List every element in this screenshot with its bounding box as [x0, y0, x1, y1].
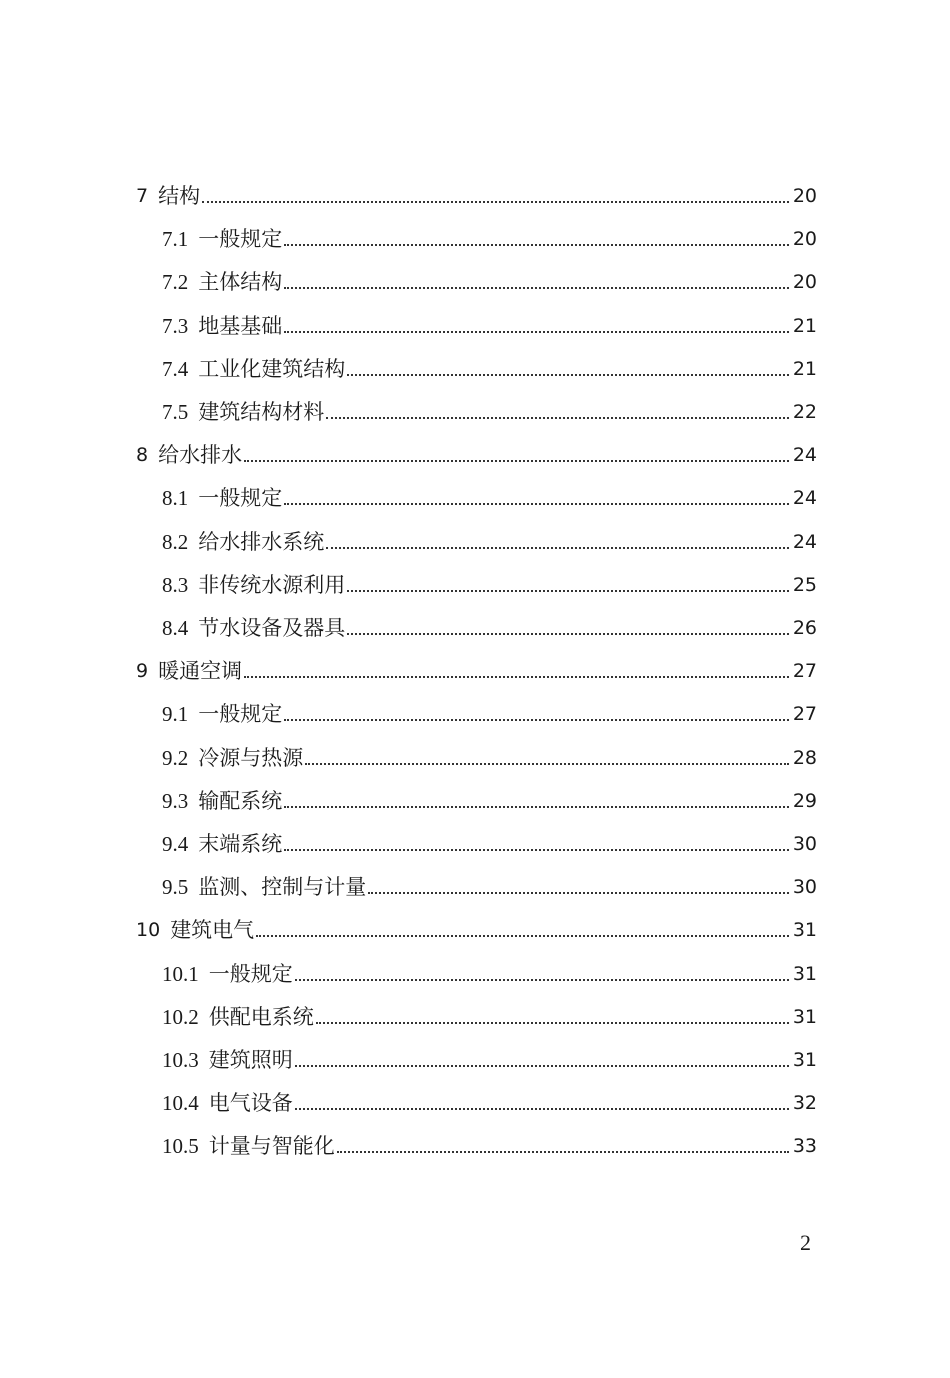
toc-entry[interactable]: [162, 1115, 817, 1158]
dot-leader: [295, 978, 789, 981]
toc-entry-number: 7.2: [162, 270, 189, 295]
toc-entry-number: 9.5: [162, 875, 189, 900]
toc-entry[interactable]: [162, 1029, 817, 1072]
toc-entry-number: 7.4: [162, 356, 189, 381]
toc-entry-title: 主体结构: [198, 270, 283, 295]
toc-entry-page: 31: [792, 1049, 817, 1071]
toc-entry-title: 一般规定: [208, 961, 293, 986]
toc-entry-number: 8.4: [162, 616, 189, 640]
toc-entry-title: 给水排水系统: [198, 529, 325, 554]
dot-leader: [337, 1150, 789, 1153]
toc-entry-number: 7.3: [162, 313, 189, 338]
dot-leader: [368, 891, 789, 894]
toc-entry-page: 24: [792, 444, 817, 467]
toc-entry-title: 末端系统: [198, 832, 283, 856]
toc-entry[interactable]: [136, 640, 817, 683]
toc-entry-page: 22: [792, 401, 817, 423]
toc-entry-page: 27: [792, 660, 817, 683]
dot-leader: [256, 934, 789, 937]
toc-entry[interactable]: [136, 165, 817, 208]
toc-entry-page: 20: [792, 228, 817, 251]
toc-entry-number: 9: [136, 660, 149, 683]
dot-leader: [347, 632, 789, 635]
dot-leader: [305, 762, 789, 765]
toc-entry-page: 20: [792, 185, 817, 207]
toc-entry-number: 10.3: [162, 1048, 199, 1072]
toc-entry[interactable]: [162, 295, 817, 338]
toc-entry-page: 30: [792, 876, 817, 899]
toc-entry-page: 21: [792, 357, 817, 380]
toc-entry-title: 供配电系统: [208, 1004, 314, 1029]
toc-entry[interactable]: [162, 1072, 817, 1115]
toc-entry-number: 9.1: [162, 702, 189, 727]
toc-entry-page: 31: [792, 919, 817, 942]
toc-entry-page: 20: [792, 271, 817, 294]
dot-leader: [295, 1107, 789, 1110]
toc-entry[interactable]: [162, 467, 817, 510]
dot-leader: [244, 675, 789, 678]
toc-entry-title: 计量与智能化: [208, 1134, 335, 1159]
toc-entry-page: 28: [792, 746, 817, 769]
toc-entry-number: 7.5: [162, 400, 189, 424]
toc-entry[interactable]: [162, 856, 817, 899]
toc-entry-number: 10.1: [162, 961, 199, 986]
toc-entry[interactable]: [162, 770, 817, 813]
toc-entry[interactable]: [136, 424, 817, 467]
toc-entry[interactable]: [162, 251, 817, 294]
toc-entry-page: 27: [792, 703, 817, 726]
toc-entry-page: 24: [792, 487, 817, 510]
dot-leader: [326, 416, 789, 419]
toc-entry-number: 9.2: [162, 745, 189, 770]
toc-entry[interactable]: [162, 943, 817, 986]
dot-leader: [284, 848, 789, 851]
toc-entry-title: 暖通空调: [158, 659, 243, 684]
toc-entry-number: 10.5: [162, 1134, 199, 1159]
toc-entry-title: 给水排水: [158, 443, 243, 468]
toc-entry-title: 一般规定: [198, 486, 283, 511]
toc-entry-page: 26: [792, 617, 817, 639]
toc-entry-title: 一般规定: [198, 702, 283, 727]
toc-entry-title: 非传统水源利用: [198, 572, 346, 597]
toc-entry[interactable]: [162, 727, 817, 770]
toc-entry-number: 10: [136, 919, 161, 942]
toc-entry-page: 29: [792, 789, 817, 812]
toc-entry[interactable]: [162, 554, 817, 597]
toc-entry[interactable]: [162, 511, 817, 554]
toc-entry-title: 监测、控制与计量: [198, 875, 367, 900]
toc-entry-title: 地基基础: [198, 313, 283, 338]
toc-entry-page: 25: [792, 573, 817, 596]
toc-entry-page: 32: [792, 1092, 817, 1115]
toc-entry-page: 24: [792, 530, 817, 553]
toc-entry-number: 8.2: [162, 529, 189, 554]
toc-entry-title: 电气设备: [208, 1091, 293, 1116]
dot-leader: [284, 805, 789, 808]
toc-entry-number: 7.1: [162, 227, 189, 252]
toc-entry-title: 工业化建筑结构: [198, 356, 346, 381]
dot-leader: [326, 546, 789, 549]
toc-entry[interactable]: [162, 813, 817, 856]
toc-entry-title: 结构: [158, 184, 201, 208]
toc-entry-number: 8: [136, 444, 149, 467]
toc-entry[interactable]: [162, 986, 817, 1029]
toc-entry[interactable]: [162, 683, 817, 726]
toc-entry-page: 30: [792, 833, 817, 855]
dot-leader: [284, 243, 789, 246]
dot-leader: [284, 330, 789, 333]
dot-leader: [347, 373, 789, 376]
toc-entry-title: 建筑结构材料: [198, 400, 325, 424]
page-number: 2: [800, 1230, 811, 1255]
toc-entry-title: 建筑电气: [170, 918, 255, 943]
toc-entry-title: 冷源与热源: [198, 745, 304, 770]
toc-entry-number: 7: [136, 185, 149, 207]
dot-leader: [316, 1021, 789, 1024]
toc-entry-title: 一般规定: [198, 227, 283, 252]
dot-leader: [284, 718, 789, 721]
toc-entry-page: 33: [792, 1135, 817, 1158]
toc-entry-number: 9.4: [162, 832, 189, 856]
toc-entry-number: 8.1: [162, 486, 189, 511]
dot-leader: [295, 1064, 789, 1067]
dot-leader: [244, 459, 789, 462]
toc-entry-page: 21: [792, 314, 817, 337]
dot-leader: [284, 502, 789, 505]
toc-entry[interactable]: [162, 597, 817, 640]
toc-entry-number: 8.3: [162, 572, 189, 597]
dot-leader: [347, 589, 789, 592]
toc-entry[interactable]: [162, 208, 817, 251]
toc-entry-title: 输配系统: [198, 788, 283, 813]
toc-entry-page: 31: [792, 962, 817, 985]
toc-entry-number: 10.2: [162, 1004, 199, 1029]
dot-leader: [284, 286, 789, 289]
toc-entry-number: 9.3: [162, 788, 189, 813]
toc-entry-number: 10.4: [162, 1091, 199, 1116]
dot-leader: [202, 200, 789, 203]
toc-entry[interactable]: [136, 899, 817, 942]
toc-entry[interactable]: [162, 381, 817, 424]
toc-entry[interactable]: [162, 338, 817, 381]
toc-entry-title: 节水设备及器具: [198, 616, 346, 640]
toc-entry-page: 31: [792, 1005, 817, 1028]
toc-entry-title: 建筑照明: [208, 1048, 293, 1072]
